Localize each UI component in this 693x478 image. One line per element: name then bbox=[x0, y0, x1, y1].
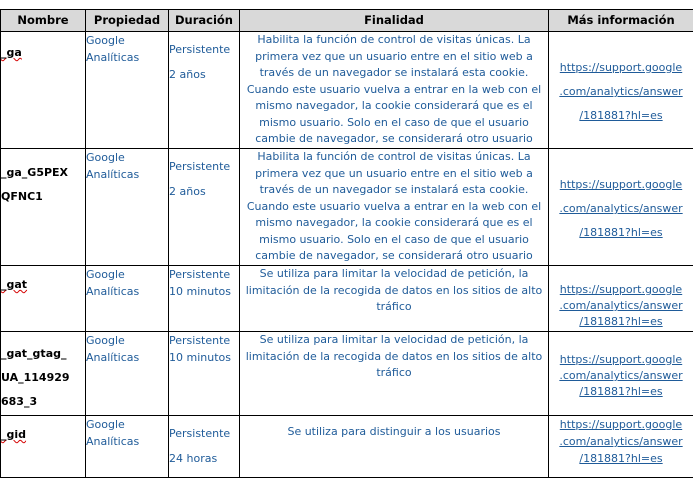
header-mas-informacion: Más información bbox=[549, 10, 693, 32]
support-link[interactable]: https://support.google .com/analytics/answer /181881?hl=es bbox=[559, 61, 683, 122]
cookie-purpose: Se utiliza para limitar la velocidad de petición, la limitación de la recogida de datos en los sitios de alto tráfico bbox=[240, 266, 549, 332]
table-row bbox=[1, 332, 693, 416]
table-row bbox=[1, 149, 693, 266]
cookie-property: Google Analíticas bbox=[86, 416, 169, 478]
cookie-purpose: Se utiliza para limitar la velocidad de petición, la limitación de la recogida de datos en los sitios de alto tráfico bbox=[240, 332, 549, 416]
cookie-property: Google Analíticas bbox=[86, 32, 169, 149]
header-finalidad: Finalidad bbox=[240, 10, 549, 32]
cookie-name-text: _ga bbox=[1, 46, 22, 59]
cookie-duration: Persistente 10 minutos bbox=[169, 266, 240, 332]
cookie-name: _gat bbox=[1, 266, 86, 332]
cookie-name bbox=[1, 32, 86, 149]
support-link[interactable]: https://support.google .com/analytics/answer /181881?hl=es bbox=[559, 178, 683, 239]
cookie-name: _gid bbox=[1, 416, 86, 478]
cookie-purpose: Habilita la función de control de visitas únicas. La primera vez que un usuario entre en el sitio web a través de un navegador se instalará esta cookie. Cuando este usuario vuelva a entrar en la web con el mismo navegador, la cookie considerará que es el mismo usuario. Solo en el caso de que el usuario cambie de navegador, se considerará otro usuario bbox=[240, 149, 549, 266]
table-row bbox=[1, 266, 693, 332]
cookie-duration: Persistente 24 horas bbox=[169, 416, 240, 478]
header-duracion: Duración bbox=[169, 10, 240, 32]
cookie-property: Google Analíticas bbox=[86, 332, 169, 416]
table-row bbox=[1, 416, 693, 478]
cookie-more-info bbox=[549, 416, 693, 478]
support-link[interactable]: https://support.google .com/analytics/answer /181881?hl=es bbox=[559, 353, 683, 398]
header-row bbox=[1, 10, 693, 32]
cookie-duration: Persistente 2 años bbox=[169, 149, 240, 266]
cookie-more-info bbox=[549, 266, 693, 332]
cookie-purpose: Se utiliza para distinguir a los usuarios bbox=[240, 416, 549, 478]
support-link[interactable]: https://support.google .com/analytics/answer /181881?hl=es bbox=[559, 418, 683, 465]
cookie-property: Google Analíticas bbox=[86, 149, 169, 266]
cookie-duration: Persistente 10 minutos bbox=[169, 332, 240, 416]
cookie-duration: Persistente 2 años bbox=[169, 32, 240, 149]
cookie-name: _gat_gtag_ UA_114929 683_3 bbox=[1, 332, 86, 416]
header-nombre: Nombre bbox=[1, 10, 86, 32]
cookie-more-info bbox=[549, 332, 693, 416]
cookie-name: _ga_G5PEX QFNC1 bbox=[1, 149, 86, 266]
cookie-more-info bbox=[549, 149, 693, 266]
support-link[interactable]: https://support.google .com/analytics/answer /181881?hl=es bbox=[559, 283, 683, 328]
cookie-purpose: Habilita la función de control de visitas únicas. La primera vez que un usuario entre en el sitio web a través de un navegador se instalará esta cookie. Cuando este usuario vuelva a entrar en la web con el mismo navegador, la cookie considerará que es el mismo usuario. Solo en el caso de que el usuario cambie de navegador, se considerará otro usuario bbox=[240, 32, 549, 149]
table-row bbox=[1, 32, 693, 149]
cookies-table bbox=[0, 9, 693, 478]
header-propiedad: Propiedad bbox=[86, 10, 169, 32]
cookie-property: Google Analíticas bbox=[86, 266, 169, 332]
cookie-more-info bbox=[549, 32, 693, 149]
